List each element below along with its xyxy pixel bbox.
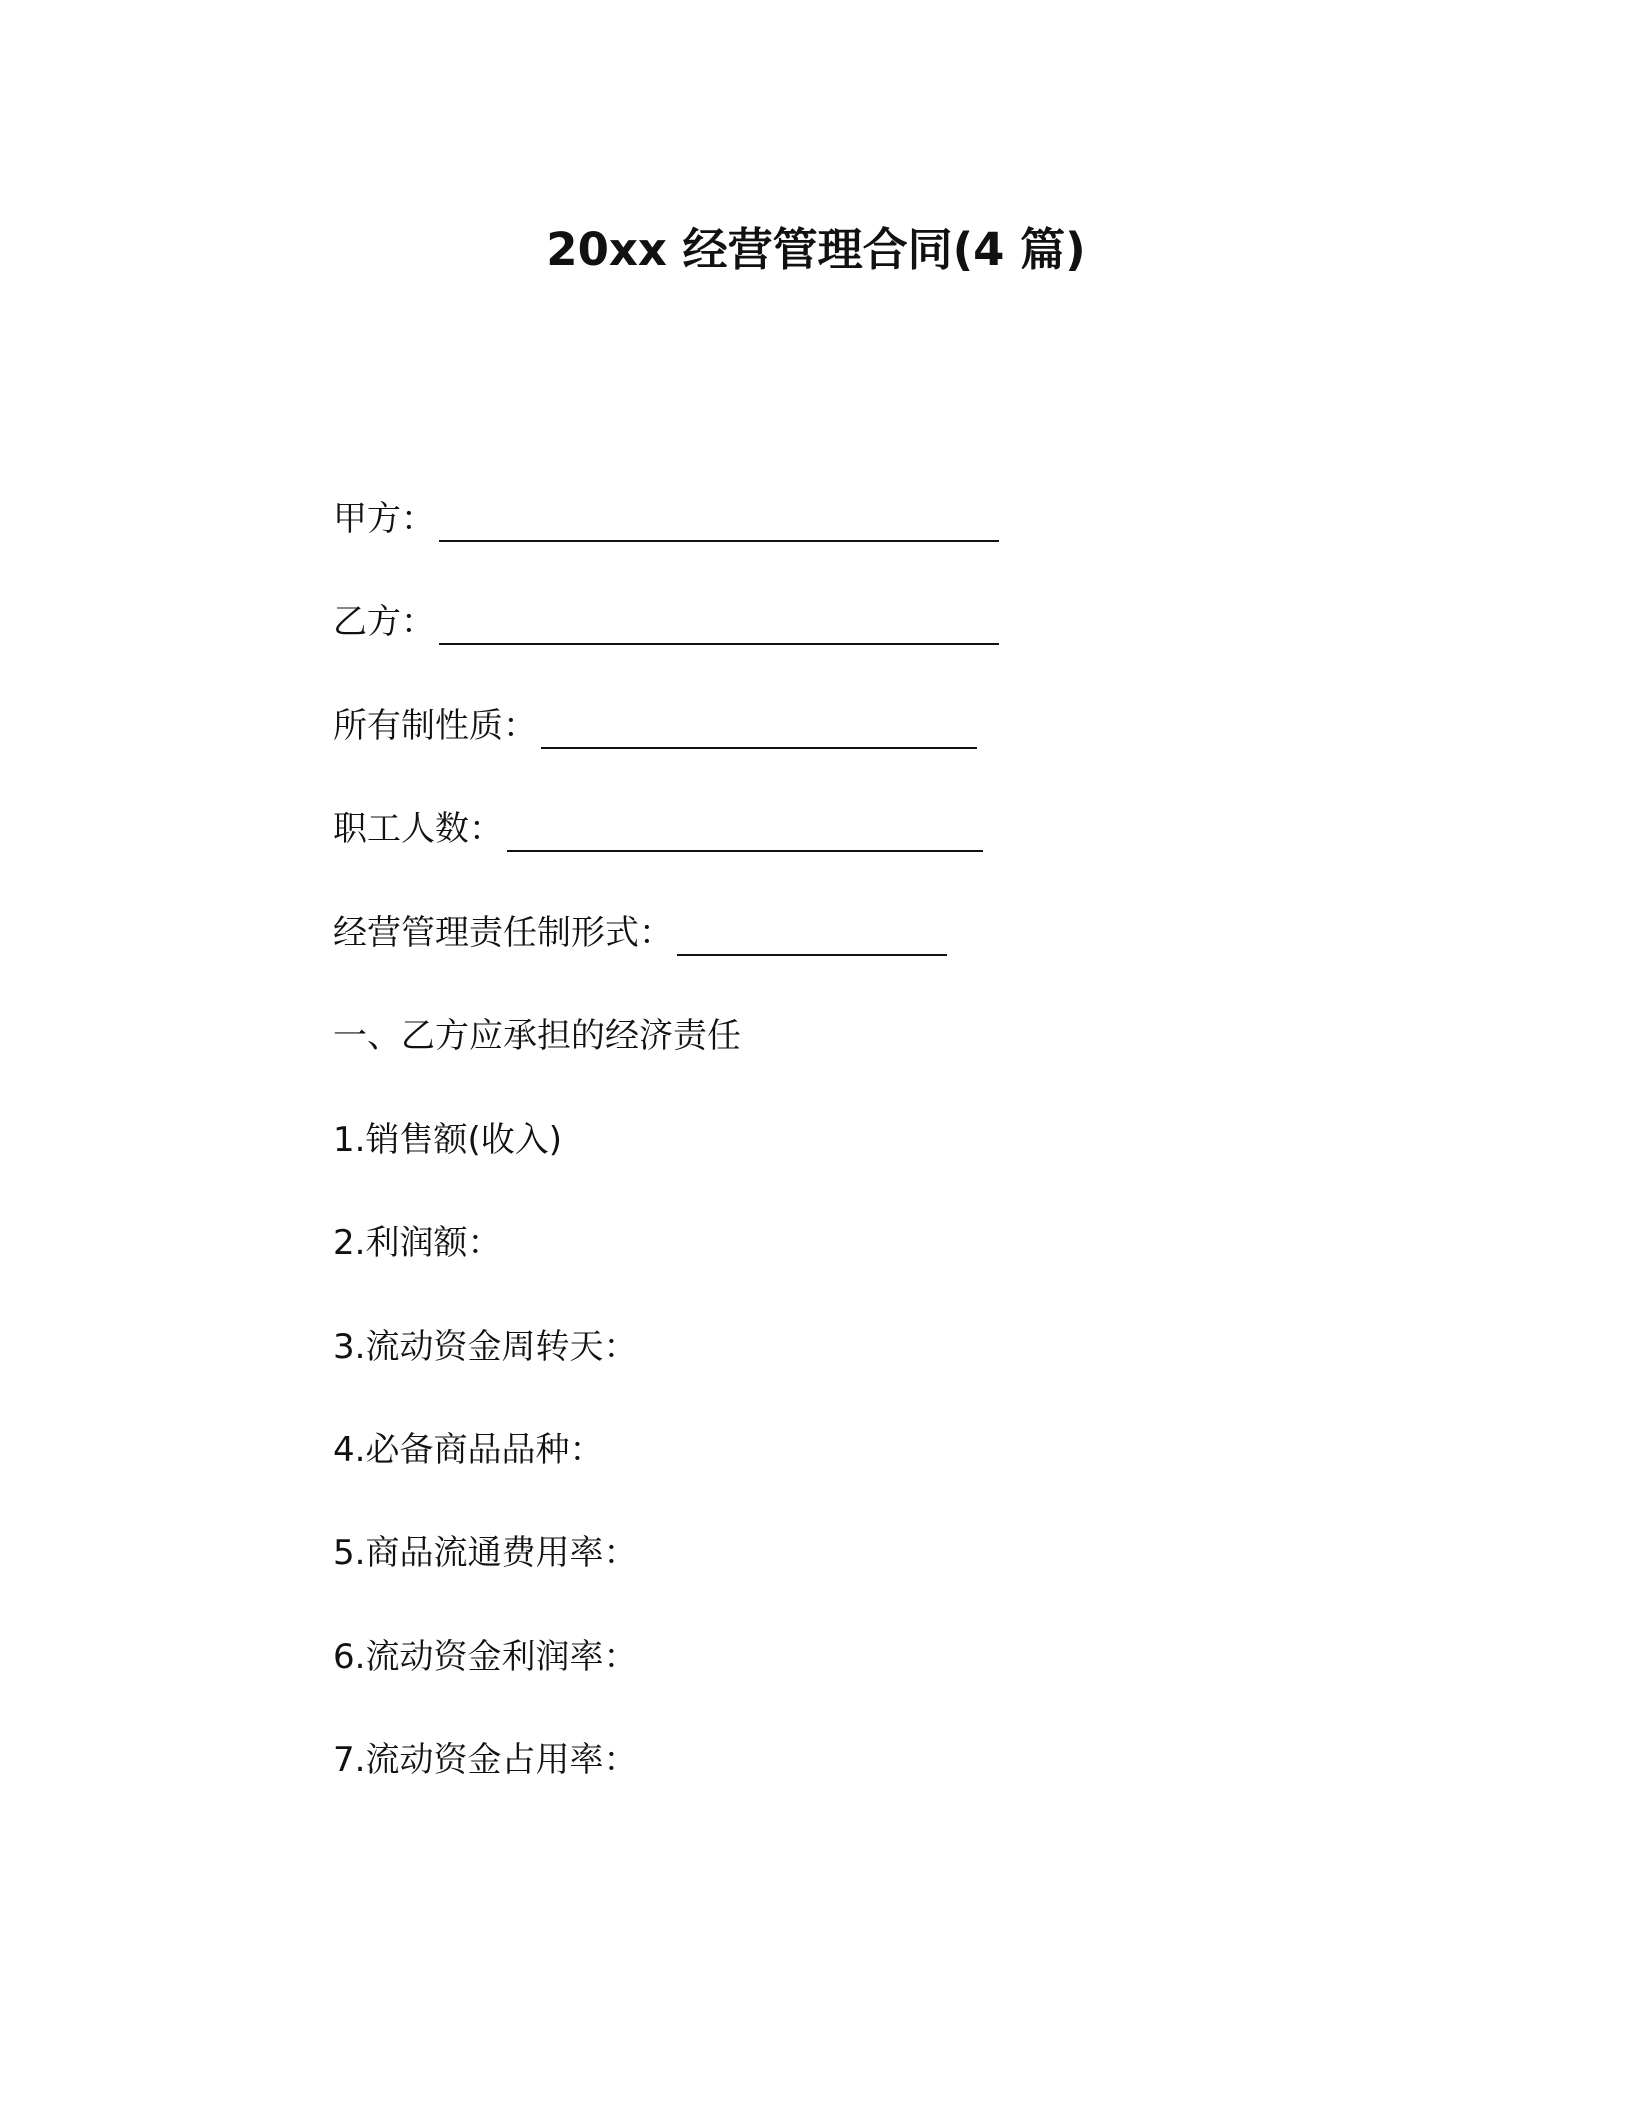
fill-in-blank[interactable] [439,510,999,542]
section-heading: 一、乙方应承担的经济责任 [333,1016,741,1056]
list-item: 5.商品流通费用率： [333,1533,638,1573]
list-item: 6.流动资金利润率： [333,1637,638,1677]
list-item: 4.必备商品品种： [333,1430,604,1470]
list-item: 1.销售额(收入) [333,1120,562,1160]
list-item: 3.流动资金周转天： [333,1327,638,1367]
field-label: 甲方： [333,499,435,539]
field-ownership-type [333,703,977,749]
list-item: 2.利润额： [333,1223,502,1263]
field-party-b [333,599,999,645]
fill-in-blank[interactable] [439,613,999,645]
field-responsibility-system [333,910,947,956]
document-title: 20xx 经营管理合同(4 篇) [546,223,1086,276]
field-label: 职工人数： [333,809,503,849]
list-item: 7.流动资金占用率： [333,1740,638,1780]
field-label: 经营管理责任制形式： [333,913,673,953]
fill-in-blank[interactable] [541,717,977,749]
fill-in-blank[interactable] [507,820,983,852]
field-party-a [333,496,999,542]
field-employee-count [333,806,983,852]
field-label: 所有制性质： [333,706,537,746]
fill-in-blank[interactable] [677,924,947,956]
field-label: 乙方： [333,602,435,642]
